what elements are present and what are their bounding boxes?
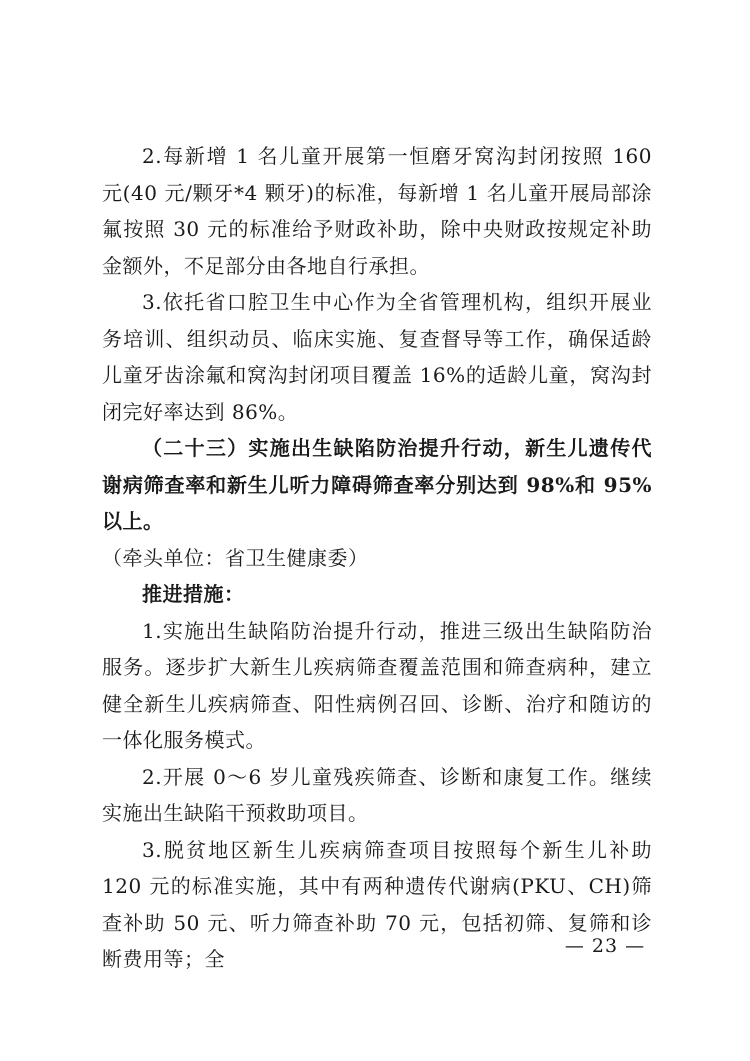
measures-heading: 推进措施： — [142, 582, 245, 606]
paragraph-measure-2: 2.开展 0～6 岁儿童残疾筛查、诊断和康复工作。继续实施出生缺陷干预救助项目。 — [102, 764, 652, 825]
paragraph-measure-3: 3.脱贫地区新生儿疾病筛查项目按照每个新生儿补助 120 元的标准实施，其中有两种遗传代谢病(PKU、CH)筛查补助 50 元、听力筛查补助 70 元，包括初筛、复筛和诊断费用等；全 — [102, 837, 652, 971]
section-heading: （二十三）实施出生缺陷防治提升行动，新生儿遗传代谢病筛查率和新生儿听力障碍筛查率分别达到 98%和 95%以上。 — [102, 436, 652, 533]
lead-unit-note: （牵头单位：省卫生健康委） — [102, 545, 369, 570]
page-number: — 23 — — [564, 935, 646, 957]
document-body — [102, 138, 652, 978]
paragraph-measure-1: 1.实施出生缺陷防治提升行动，推进三级出生缺陷防治服务。逐步扩大新生儿疾病筛查覆盖范围和筛查病种，建立健全新生儿疾病筛查、阳性病例召回、诊断、治疗和随访的一体化服务模式。 — [102, 618, 652, 752]
paragraph-1: 2.每新增 1 名儿童开展第一恒磨牙窝沟封闭按照 160 元(40 元/颗牙*4 颗牙)的标准，每新增 1 名儿童开展局部涂氟按照 30 元的标准给予财政补助，除中央财政按规定补助金额外，不足部分由各地自行承担。 — [102, 144, 652, 278]
paragraph-2: 3.依托省口腔卫生中心作为全省管理机构，组织开展业务培训、组织动员、临床实施、复查督导等工作，确保适龄儿童牙齿涂氟和窝沟封闭项目覆盖 16%的适龄儿童，窝沟封闭完好率达到 86%。 — [102, 290, 652, 424]
